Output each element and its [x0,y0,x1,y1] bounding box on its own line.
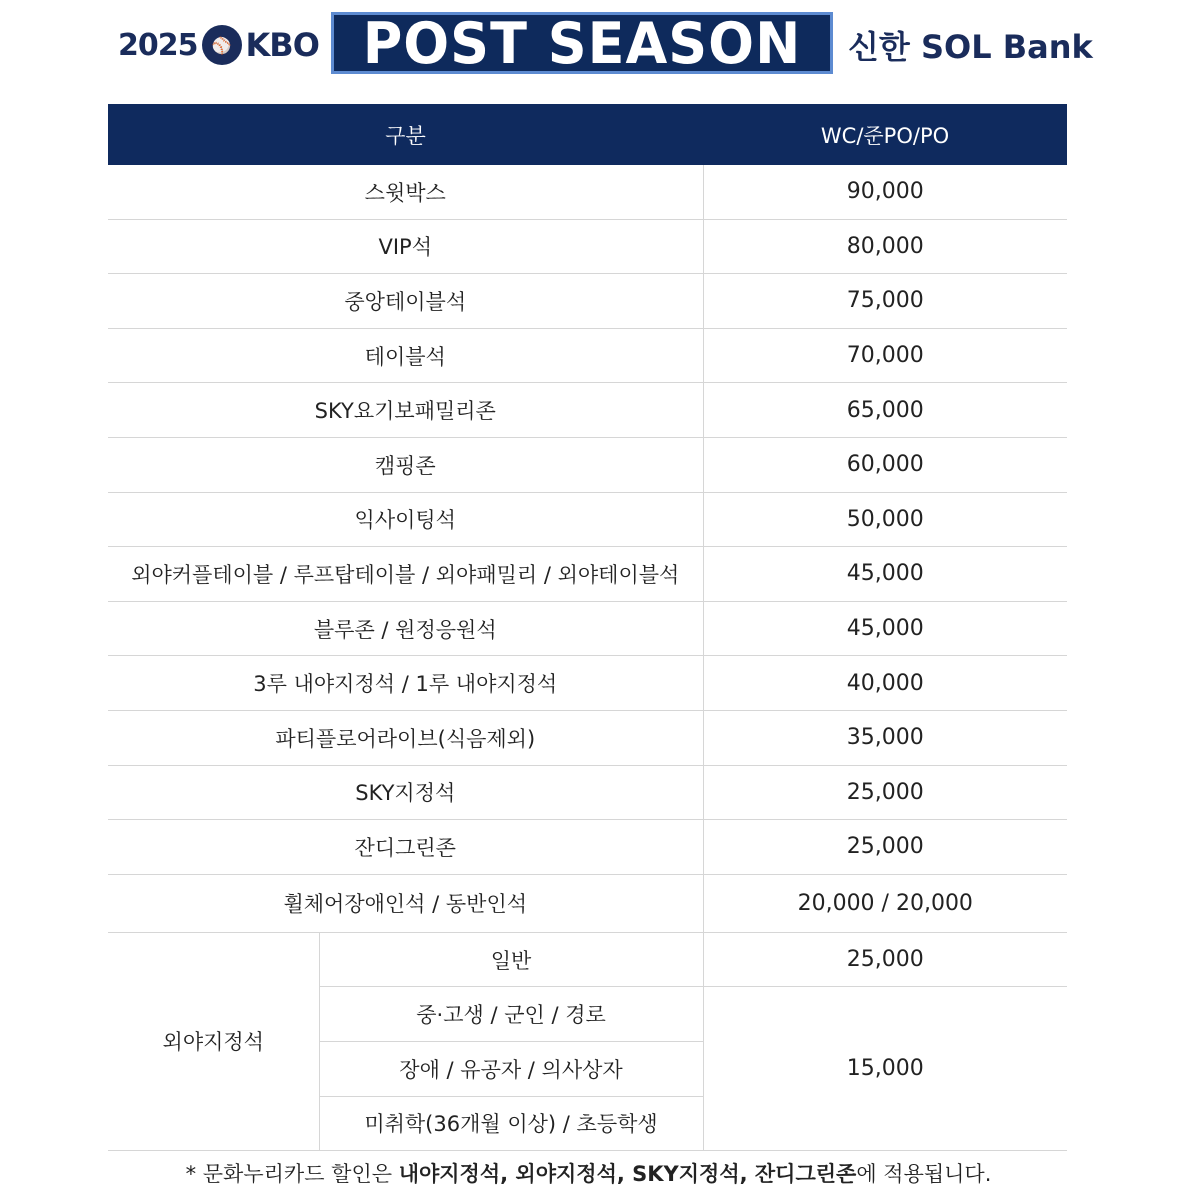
row-price: 45,000 [703,601,1067,656]
table-row [108,328,1067,383]
post-season-banner [331,9,833,77]
table-row [108,383,1067,438]
table-row [108,874,1067,932]
row-name: 캠핑존 [108,437,703,492]
row-name: 블루존 / 원정응원석 [108,601,703,656]
banner-title: POST SEASON [362,9,802,77]
table-row [108,765,1067,820]
row-name: 3루 내야지정석 / 1루 내야지정석 [108,656,703,711]
row-price: 50,000 [703,492,1067,547]
row-price: 45,000 [703,547,1067,602]
table-row [108,820,1067,875]
footnote-suffix: 에 적용됩니다. [856,1162,992,1186]
row-price: 25,000 [703,820,1067,875]
row-price: 25,000 [703,765,1067,820]
row-name: 중앙테이블석 [108,274,703,329]
row-price: 35,000 [703,710,1067,765]
header-price: WC/준PO/PO [703,104,1067,165]
sponsor-name: 신한 SOL Bank [848,28,1093,66]
footnote [0,1158,1177,1188]
outfield-sub-label: 미취학(36개월 이상) / 초등학생 [319,1096,703,1151]
row-name: 스윗박스 [108,165,703,219]
row-price: 80,000 [703,219,1067,274]
footnote-bold: 내야지정석, 외야지정석, SKY지정석, 잔디그린존 [398,1162,857,1186]
row-price: 40,000 [703,656,1067,711]
footnote-prefix: * 문화누리카드 할인은 [185,1162,399,1186]
outfield-discount-price: 15,000 [703,987,1067,1151]
table-row [108,601,1067,656]
table-row [108,219,1067,274]
row-price: 60,000 [703,437,1067,492]
kbo-emblem-icon: ⚾ [202,25,242,65]
outfield-general-label: 일반 [319,932,703,987]
table-row [108,547,1067,602]
logo-league: KBO [245,26,319,64]
row-name: VIP석 [108,219,703,274]
outfield-sub-label: 장애 / 유공자 / 의사상자 [319,1041,703,1096]
table-row [108,492,1067,547]
outfield-sub-label: 중·고생 / 군인 / 경로 [319,987,703,1042]
sponsor-logo [848,22,1093,68]
table-row [108,437,1067,492]
row-name: 외야커플테이블 / 루프탑테이블 / 외야패밀리 / 외야테이블석 [108,547,703,602]
row-price: 65,000 [703,383,1067,438]
row-price: 70,000 [703,328,1067,383]
table-row-outfield-general [108,932,1067,987]
outfield-general-price: 25,000 [703,932,1067,987]
table-row [108,165,1067,219]
outfield-label: 외야지정석 [108,932,319,1150]
price-table [108,104,1067,1151]
table-row [108,656,1067,711]
table-row [108,710,1067,765]
row-price: 90,000 [703,165,1067,219]
row-name: SKY지정석 [108,765,703,820]
row-name: 잔디그린존 [108,820,703,875]
header-category: 구분 [108,104,703,165]
row-price: 75,000 [703,274,1067,329]
table-row [108,274,1067,329]
table-header [108,104,1067,165]
logo-year: 2025 [118,27,198,63]
row-name: 익사이팅석 [108,492,703,547]
row-name: 휠체어장애인석 / 동반인석 [108,874,703,932]
kbo-logo [118,20,319,70]
row-name: SKY요기보패밀리존 [108,383,703,438]
header [0,0,1177,100]
row-name: 테이블석 [108,328,703,383]
row-name: 파티플로어라이브(식음제외) [108,710,703,765]
row-price: 20,000 / 20,000 [703,874,1067,932]
